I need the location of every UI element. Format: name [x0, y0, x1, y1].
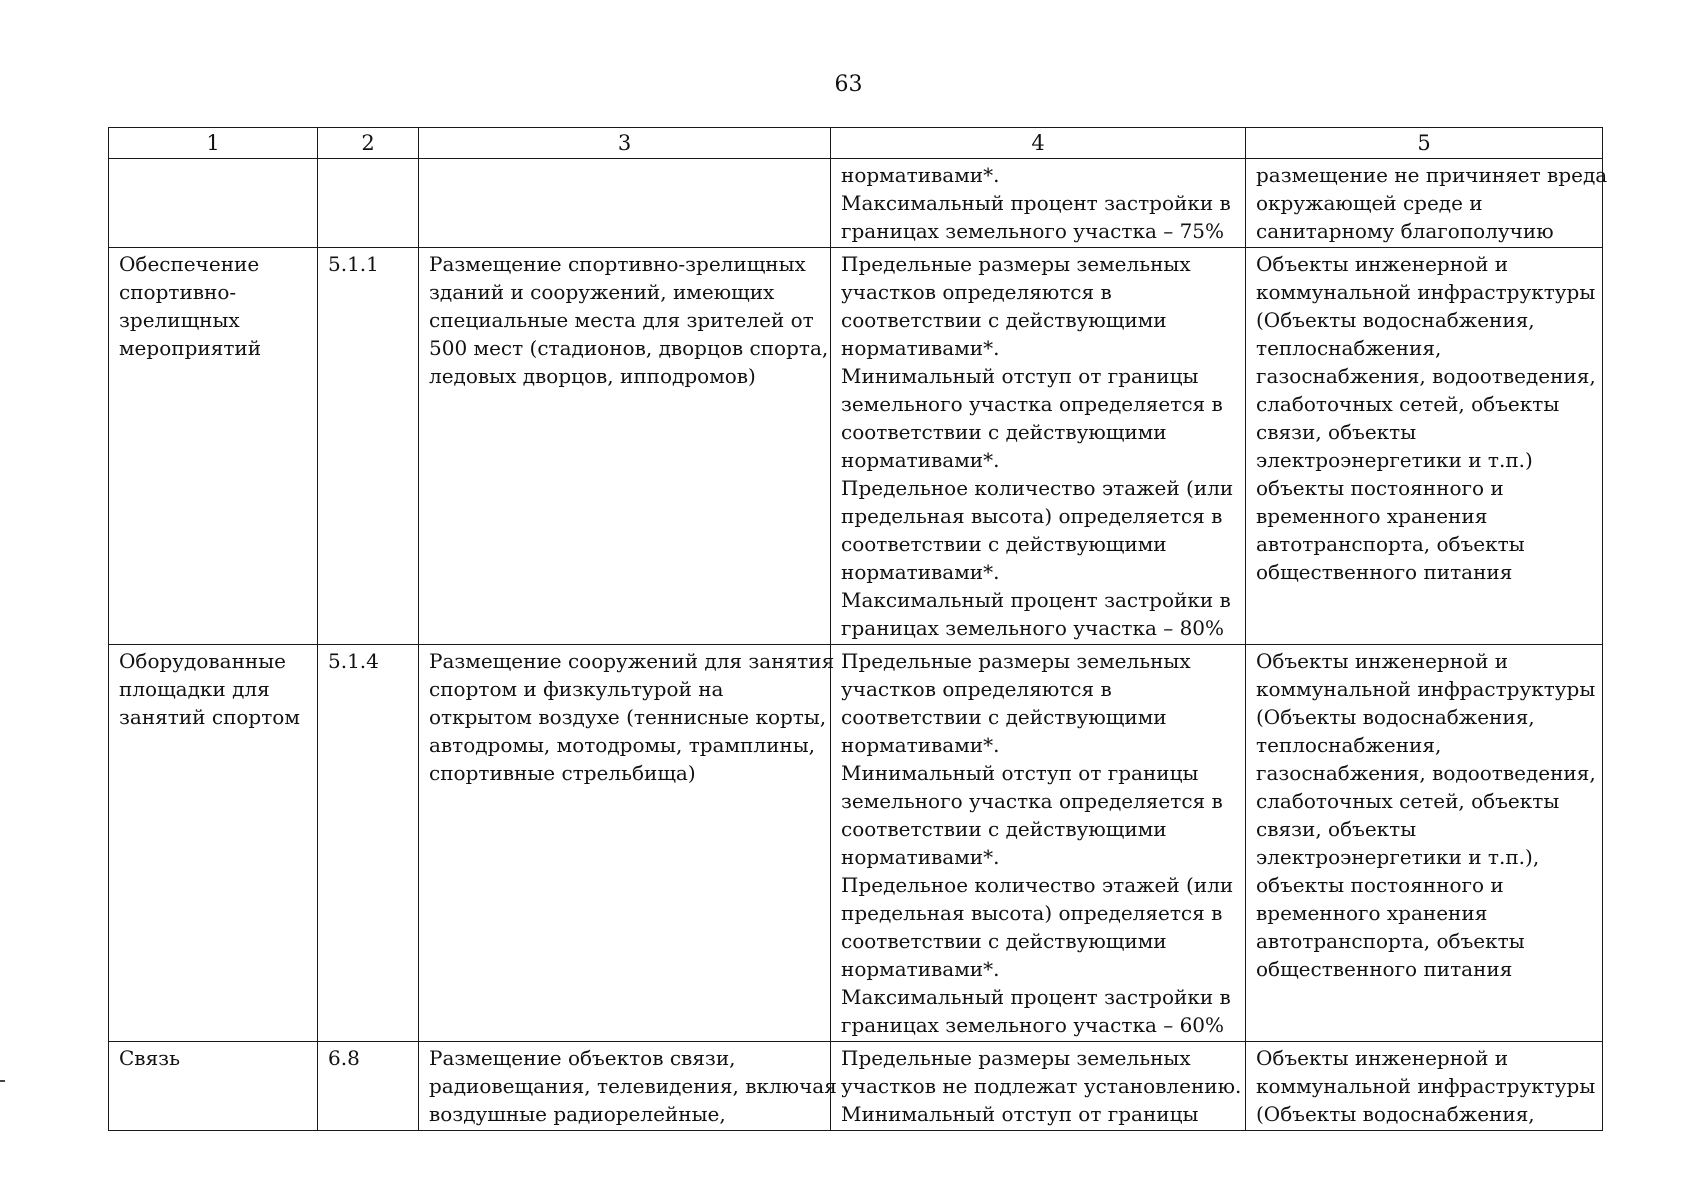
description-cell	[419, 1042, 837, 1131]
cell-text-line: коммунальной инфраструктуры	[1256, 677, 1596, 701]
parameters-cell	[831, 1042, 1246, 1131]
conditions-cell	[1246, 1042, 1603, 1131]
code-cell	[318, 645, 419, 1042]
cell-text-line: нормативами*.	[841, 733, 1000, 757]
cell-text-line: Объекты инженерной и	[1256, 1046, 1509, 1070]
cell-text-line: санитарному благополучию	[1256, 219, 1554, 243]
cell-text-line: связи, объекты	[1256, 420, 1417, 444]
cell-text-line: соответствии с действующими	[841, 532, 1167, 556]
cell-text: 6.8	[328, 1046, 360, 1070]
cell-text-line: теплоснабжения,	[1256, 733, 1442, 757]
cell-text-line: открытом воздухе (теннисные корты,	[429, 705, 827, 729]
parameters-cell	[831, 645, 1246, 1042]
cell-text-line: Размещение сооружений для занятия	[429, 649, 835, 673]
cell-text-line: радиовещания, телевидения, включая	[429, 1074, 837, 1098]
cell-text-line: Максимальный процент застройки в	[841, 588, 1231, 612]
cell-text-line: соответствии с действующими	[841, 308, 1167, 332]
cell-text-line: временного хранения	[1256, 504, 1488, 528]
cell-text-line: земельного участка определяется в	[841, 392, 1223, 416]
scan-edge-mark	[0, 1080, 5, 1082]
cell-text-line: объекты постоянного и	[1256, 873, 1504, 897]
cell-text-line: соответствии с действующими	[841, 929, 1167, 953]
cell-text-line: Минимальный отступ от границы	[841, 364, 1199, 388]
table-header-row	[109, 128, 1603, 159]
parameters-cell	[831, 248, 1246, 645]
cell-text-line: спортивно-	[119, 280, 237, 304]
cell-text-line: нормативами*.	[841, 560, 1000, 584]
cell-text-line: Предельные размеры земельных	[841, 1046, 1191, 1070]
cell-text-line: участков определяются в	[841, 677, 1112, 701]
conditions-cell	[1246, 159, 1608, 248]
cell-text-line: нормативами*.	[841, 957, 1000, 981]
cell-text-line: Объекты инженерной и	[1256, 649, 1509, 673]
conditions-cell	[1246, 248, 1603, 645]
cell-text-line: общественного питания	[1256, 957, 1513, 981]
cell-text-line: Предельное количество этажей (или	[841, 873, 1234, 897]
cell-text-line: нормативами*.	[841, 336, 1000, 360]
cell-text-line: Оборудованные	[119, 649, 287, 673]
cell-text-line: Максимальный процент застройки в	[841, 985, 1231, 1009]
land-use-name-cell	[109, 159, 318, 248]
cell-text-line: Предельные размеры земельных	[841, 252, 1191, 276]
cell-text-line: окружающей среде и	[1256, 191, 1483, 215]
land-use-table	[108, 127, 1608, 1131]
cell-text-line: объекты постоянного и	[1256, 476, 1504, 500]
table-row	[109, 1042, 1603, 1131]
cell-text-line: Предельное количество этажей (или	[841, 476, 1234, 500]
cell-text-line: коммунальной инфраструктуры	[1256, 1074, 1596, 1098]
cell-text-line: электроэнергетики и т.п.)	[1256, 448, 1533, 472]
cell-text-line: автотранспорта, объекты	[1256, 929, 1525, 953]
column-header-1: 1	[109, 128, 318, 159]
cell-text-line: автодромы, мотодромы, трамплины,	[429, 733, 816, 757]
column-header-2: 2	[318, 128, 419, 159]
cell-text-line: соответствии с действующими	[841, 817, 1167, 841]
column-header-5: 5	[1246, 128, 1603, 159]
cell-text-line: электроэнергетики и т.п.),	[1256, 845, 1540, 869]
table-row	[109, 248, 1603, 645]
land-use-name-cell	[109, 645, 318, 1042]
column-header-3: 3	[419, 128, 831, 159]
cell-text-line: специальные места для зрителей от	[429, 308, 814, 332]
cell-text-line: размещение не причиняет вреда	[1256, 163, 1608, 187]
cell-text-line: участков не подлежат установлению.	[841, 1074, 1242, 1098]
land-use-table-container	[108, 127, 1608, 1131]
description-cell	[419, 159, 831, 248]
cell-text-line: зрелищных	[119, 308, 240, 332]
cell-text-line: воздушные радиорелейные,	[429, 1102, 726, 1126]
cell-text-line: теплоснабжения,	[1256, 336, 1442, 360]
cell-text-line: участков определяются в	[841, 280, 1112, 304]
cell-text-line: газоснабжения, водоотведения,	[1256, 364, 1596, 388]
cell-text-line: Обеспечение	[119, 252, 260, 276]
cell-text-line: предельная высота) определяется в	[841, 901, 1223, 925]
cell-text-line: границах земельного участка – 75%	[841, 219, 1225, 243]
cell-text-line: Размещение спортивно-зрелищных	[429, 252, 806, 276]
cell-text-line: связи, объекты	[1256, 817, 1417, 841]
cell-text-line: коммунальной инфраструктуры	[1256, 280, 1596, 304]
code-cell	[318, 1042, 419, 1131]
cell-text-line: нормативами*.	[841, 845, 1000, 869]
cell-text-line: (Объекты водоснабжения,	[1256, 705, 1535, 729]
cell-text-line: предельная высота) определяется в	[841, 504, 1223, 528]
table-row	[109, 645, 1603, 1042]
parameters-cell	[831, 159, 1246, 248]
table-body	[109, 159, 1608, 1131]
cell-text-line: спортом и физкультурой на	[429, 677, 724, 701]
cell-text-line: слаботочных сетей, объекты	[1256, 789, 1560, 813]
cell-text-line: слаботочных сетей, объекты	[1256, 392, 1560, 416]
cell-text-line: временного хранения	[1256, 901, 1488, 925]
cell-text-line: нормативами*.	[841, 448, 1000, 472]
code-cell	[318, 159, 419, 248]
cell-text-line: спортивные стрельбища)	[429, 761, 696, 785]
conditions-cell	[1246, 645, 1603, 1042]
cell-text-line: (Объекты водоснабжения,	[1256, 308, 1535, 332]
cell-text-line: границах земельного участка – 60%	[841, 1013, 1225, 1037]
cell-text-line: ледовых дворцов, ипподромов)	[429, 364, 756, 388]
land-use-name-cell	[109, 248, 318, 645]
table-row	[109, 159, 1603, 248]
cell-text-line: Объекты инженерной и	[1256, 252, 1509, 276]
cell-text-line: соответствии с действующими	[841, 705, 1167, 729]
code-cell	[318, 248, 419, 645]
cell-text-line: Связь	[119, 1046, 180, 1070]
cell-text-line: мероприятий	[119, 336, 262, 360]
cell-text-line: Минимальный отступ от границы	[841, 1102, 1199, 1126]
cell-text-line: Минимальный отступ от границы	[841, 761, 1199, 785]
column-header-4: 4	[831, 128, 1246, 159]
page-number: 63	[834, 72, 863, 97]
cell-text-line: нормативами*.	[841, 163, 1000, 187]
cell-text-line: Максимальный процент застройки в	[841, 191, 1231, 215]
cell-text-line: газоснабжения, водоотведения,	[1256, 761, 1596, 785]
cell-text-line: земельного участка определяется в	[841, 789, 1223, 813]
cell-text-line: занятий спортом	[119, 705, 300, 729]
cell-text-line: 500 мест (стадионов, дворцов спорта,	[429, 336, 829, 360]
cell-text: 5.1.4	[328, 649, 379, 673]
description-cell	[419, 645, 835, 1042]
cell-text-line: площадки для	[119, 677, 270, 701]
cell-text-line: соответствии с действующими	[841, 420, 1167, 444]
cell-text-line: Предельные размеры земельных	[841, 649, 1191, 673]
land-use-name-cell	[109, 1042, 318, 1131]
cell-text-line: (Объекты водоснабжения,	[1256, 1102, 1535, 1126]
cell-text-line: зданий и сооружений, имеющих	[429, 280, 775, 304]
cell-text-line: автотранспорта, объекты	[1256, 532, 1525, 556]
cell-text-line: Размещение объектов связи,	[429, 1046, 736, 1070]
description-cell	[419, 248, 831, 645]
cell-text-line: границах земельного участка – 80%	[841, 616, 1225, 640]
cell-text: 5.1.1	[328, 252, 379, 276]
cell-text-line: общественного питания	[1256, 560, 1513, 584]
